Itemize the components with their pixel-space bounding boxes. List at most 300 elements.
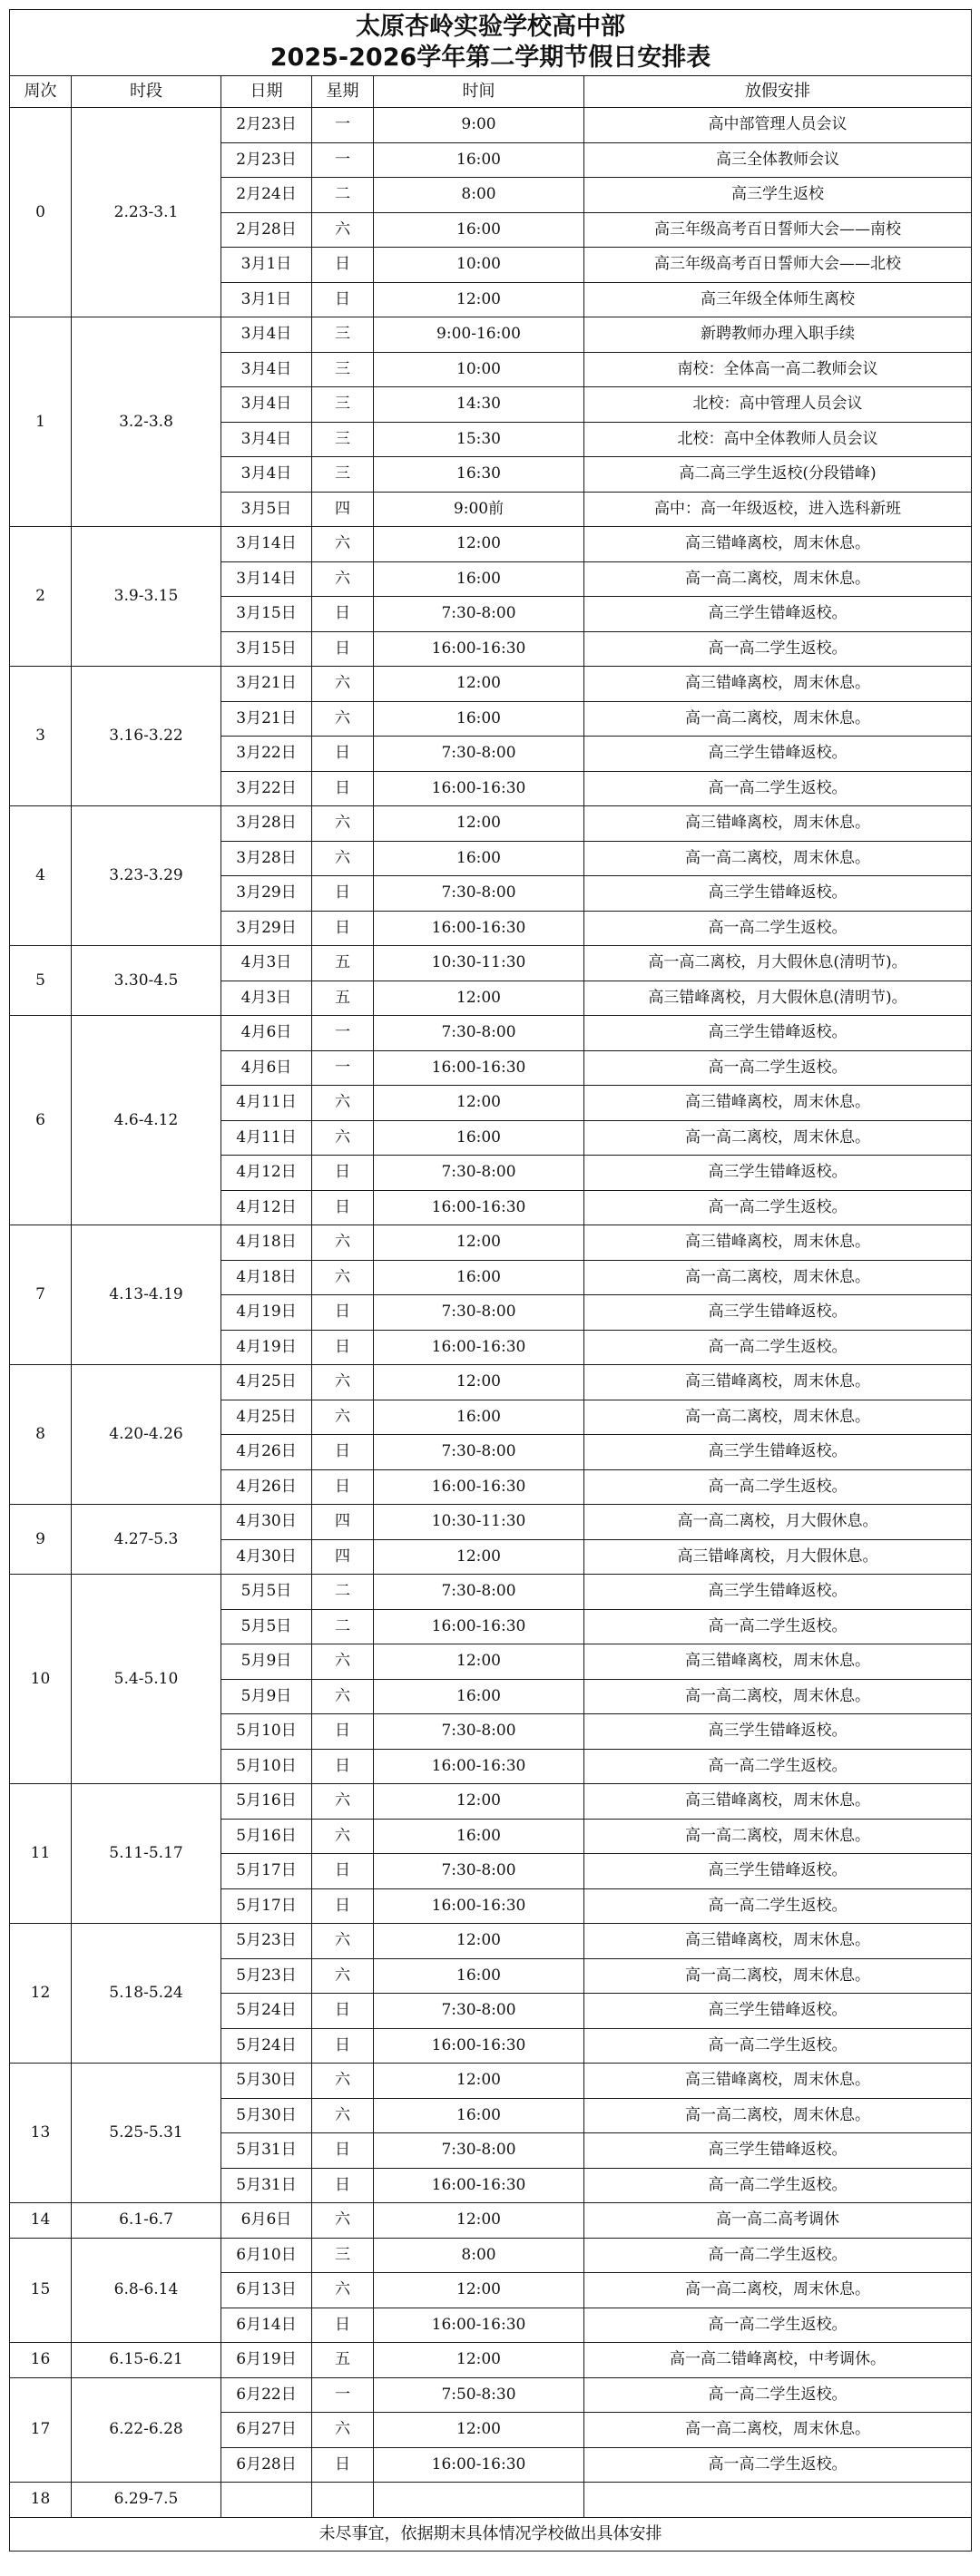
time-cell: 16:00 — [374, 561, 584, 597]
weekday-cell: 六 — [312, 1679, 374, 1714]
table-row — [10, 108, 972, 143]
week-number-cell: 4 — [10, 806, 72, 946]
date-cell: 3月29日 — [221, 876, 312, 912]
time-cell: 12:00 — [374, 1924, 584, 1959]
date-cell: 3月4日 — [221, 387, 312, 423]
time-cell: 16:00 — [374, 2098, 584, 2133]
date-cell: 5月9日 — [221, 1644, 312, 1680]
weekday-cell: 日 — [312, 248, 374, 283]
week-number-cell: 8 — [10, 1365, 72, 1505]
time-cell: 16:00-16:30 — [374, 2168, 584, 2203]
arrangement-cell: 高一高二学生返校。 — [584, 2377, 972, 2413]
period-cell: 6.8-6.14 — [72, 2238, 221, 2343]
date-cell: 5月5日 — [221, 1609, 312, 1644]
schedule-body — [10, 108, 972, 2518]
date-cell: 6月13日 — [221, 2273, 312, 2308]
weekday-cell: 日 — [312, 1330, 374, 1365]
time-cell: 12:00 — [374, 1086, 584, 1121]
arrangement-cell: 高三年级全体师生离校 — [584, 282, 972, 317]
week-number-cell: 0 — [10, 108, 72, 317]
footer-row — [10, 2517, 972, 2551]
time-cell: 10:00 — [374, 248, 584, 283]
date-cell: 4月11日 — [221, 1086, 312, 1121]
arrangement-cell: 高一高二学生返校。 — [584, 2308, 972, 2343]
arrangement-cell: 高中：高一年级返校，进入选科新班 — [584, 492, 972, 527]
date-cell: 6月22日 — [221, 2377, 312, 2413]
arrangement-cell: 高一高二离校，周末休息。 — [584, 841, 972, 876]
arrangement-cell: 高一高二学生返校。 — [584, 2168, 972, 2203]
time-cell: 9:00前 — [374, 492, 584, 527]
arrangement-cell: 高一高二离校，月大假休息。 — [584, 1505, 972, 1540]
week-number-cell: 5 — [10, 946, 72, 1016]
arrangement-cell: 高一高二学生返校。 — [584, 1050, 972, 1086]
time-cell: 12:00 — [374, 2203, 584, 2239]
weekday-cell: 三 — [312, 387, 374, 423]
date-cell: 4月12日 — [221, 1190, 312, 1225]
weekday-cell: 六 — [312, 701, 374, 737]
weekday-cell: 日 — [312, 631, 374, 667]
date-cell: 4月25日 — [221, 1365, 312, 1400]
date-cell: 6月6日 — [221, 2203, 312, 2239]
date-cell: 5月10日 — [221, 1749, 312, 1784]
time-cell: 12:00 — [374, 667, 584, 702]
time-cell: 12:00 — [374, 981, 584, 1016]
date-cell: 5月30日 — [221, 2098, 312, 2133]
schedule-document — [9, 9, 971, 2552]
arrangement-cell: 高三年级高考百日誓师大会——北校 — [584, 248, 972, 283]
weekday-cell: 三 — [312, 457, 374, 493]
arrangement-cell: 新聘教师办理入职手续 — [584, 317, 972, 353]
table-row — [10, 1016, 972, 1051]
week-number-cell: 6 — [10, 1016, 72, 1225]
weekday-cell: 日 — [312, 1994, 374, 2029]
date-cell: 5月31日 — [221, 2168, 312, 2203]
date-cell: 3月4日 — [221, 317, 312, 353]
weekday-cell: 四 — [312, 1505, 374, 1540]
weekday-cell: 日 — [312, 2308, 374, 2343]
date-cell: 5月24日 — [221, 1994, 312, 2029]
weekday-cell: 六 — [312, 2203, 374, 2239]
weekday-cell: 日 — [312, 1469, 374, 1505]
period-cell: 4.13-4.19 — [72, 1225, 221, 1365]
arrangement-cell: 高三错峰离校，周末休息。 — [584, 1225, 972, 1261]
weekday-cell: 六 — [312, 2098, 374, 2133]
time-cell: 16:00 — [374, 1120, 584, 1156]
period-cell: 5.18-5.24 — [72, 1924, 221, 2064]
time-cell: 7:30-8:00 — [374, 597, 584, 632]
arrangement-cell: 高一高二学生返校。 — [584, 631, 972, 667]
arrangement-cell: 高三学生错峰返校。 — [584, 1575, 972, 1610]
arrangement-cell: 高三错峰离校，周末休息。 — [584, 1784, 972, 1820]
weekday-cell: 六 — [312, 1225, 374, 1261]
time-cell: 16:00 — [374, 1958, 584, 1994]
period-cell: 6.29-7.5 — [72, 2483, 221, 2518]
week-number-cell: 1 — [10, 317, 72, 527]
arrangement-cell: 高三学生错峰返校。 — [584, 1016, 972, 1051]
date-cell: 2月24日 — [221, 178, 312, 213]
week-number-cell: 7 — [10, 1225, 72, 1365]
period-cell: 6.15-6.21 — [72, 2343, 221, 2378]
table-row — [10, 527, 972, 562]
time-cell: 12:00 — [374, 2273, 584, 2308]
week-number-cell: 3 — [10, 667, 72, 806]
document-title — [10, 10, 972, 76]
weekday-cell: 六 — [312, 1784, 374, 1820]
weekday-cell: 六 — [312, 2413, 374, 2448]
weekday-cell: 六 — [312, 1400, 374, 1435]
time-cell: 7:30-8:00 — [374, 1435, 584, 1470]
arrangement-cell: 高一高二学生返校。 — [584, 1330, 972, 1365]
week-number-cell: 12 — [10, 1924, 72, 2064]
time-cell: 7:30-8:00 — [374, 1994, 584, 2029]
time-cell: 7:30-8:00 — [374, 1016, 584, 1051]
arrangement-cell: 高一高二错峰离校，中考调休。 — [584, 2343, 972, 2378]
time-cell: 12:00 — [374, 1225, 584, 1261]
date-cell: 5月17日 — [221, 1854, 312, 1889]
week-number-cell: 17 — [10, 2377, 72, 2483]
weekday-cell: 二 — [312, 1609, 374, 1644]
arrangement-cell: 高三全体教师会议 — [584, 142, 972, 178]
date-cell: 4月12日 — [221, 1156, 312, 1191]
weekday-cell: 六 — [312, 2273, 374, 2308]
week-number-cell: 15 — [10, 2238, 72, 2343]
arrangement-cell: 高一高二离校，周末休息。 — [584, 561, 972, 597]
week-number-cell: 2 — [10, 527, 72, 667]
date-cell: 5月30日 — [221, 2064, 312, 2099]
title-row — [10, 10, 972, 76]
date-cell: 2月23日 — [221, 108, 312, 143]
col-header-week: 周次 — [10, 76, 72, 108]
date-cell: 6月10日 — [221, 2238, 312, 2273]
time-cell: 16:00-16:30 — [374, 1888, 584, 1924]
weekday-cell: 五 — [312, 981, 374, 1016]
week-number-cell: 18 — [10, 2483, 72, 2518]
date-cell: 5月5日 — [221, 1575, 312, 1610]
table-row — [10, 2064, 972, 2099]
weekday-cell: 一 — [312, 142, 374, 178]
arrangement-cell: 高一高二学生返校。 — [584, 1749, 972, 1784]
table-row — [10, 1924, 972, 1959]
time-cell: 8:00 — [374, 178, 584, 213]
time-cell: 16:00 — [374, 142, 584, 178]
period-cell: 4.20-4.26 — [72, 1365, 221, 1505]
time-cell: 16:00-16:30 — [374, 771, 584, 806]
table-row — [10, 806, 972, 842]
arrangement-cell: 南校：全体高一高二教师会议 — [584, 352, 972, 387]
time-cell: 16:00 — [374, 841, 584, 876]
weekday-cell: 日 — [312, 1888, 374, 1924]
weekday-cell: 日 — [312, 1295, 374, 1331]
time-cell: 9:00 — [374, 108, 584, 143]
arrangement-cell: 高一高二学生返校。 — [584, 1190, 972, 1225]
table-row — [10, 317, 972, 353]
time-cell: 12:00 — [374, 1644, 584, 1680]
arrangement-cell: 高一高二离校，月大假休息(清明节)。 — [584, 946, 972, 981]
time-cell: 7:30-8:00 — [374, 1714, 584, 1750]
arrangement-cell: 高三年级高考百日誓师大会——南校 — [584, 212, 972, 248]
date-cell: 3月21日 — [221, 701, 312, 737]
arrangement-cell: 高一高二学生返校。 — [584, 2447, 972, 2483]
weekday-cell: 一 — [312, 108, 374, 143]
arrangement-cell: 高一高二离校，周末休息。 — [584, 2273, 972, 2308]
arrangement-cell: 高三学生错峰返校。 — [584, 597, 972, 632]
time-cell: 16:30 — [374, 457, 584, 493]
date-cell: 3月4日 — [221, 422, 312, 457]
arrangement-cell: 高中部管理人员会议 — [584, 108, 972, 143]
col-header-weekday: 星期 — [312, 76, 374, 108]
date-cell: 5月31日 — [221, 2133, 312, 2169]
time-cell: 16:00-16:30 — [374, 1469, 584, 1505]
arrangement-cell: 高三错峰离校，周末休息。 — [584, 1924, 972, 1959]
weekday-cell: 六 — [312, 1644, 374, 1680]
weekday-cell: 三 — [312, 2238, 374, 2273]
table-row — [10, 1575, 972, 1610]
table-row — [10, 1505, 972, 1540]
date-cell: 3月14日 — [221, 561, 312, 597]
arrangement-cell: 高一高二学生返校。 — [584, 911, 972, 946]
table-row — [10, 1365, 972, 1400]
date-cell: 5月17日 — [221, 1888, 312, 1924]
arrangement-cell: 高一高二离校，周末休息。 — [584, 2098, 972, 2133]
weekday-cell: 六 — [312, 1365, 374, 1400]
date-cell: 4月19日 — [221, 1330, 312, 1365]
col-header-time: 时间 — [374, 76, 584, 108]
date-cell: 5月10日 — [221, 1714, 312, 1750]
weekday-cell: 日 — [312, 911, 374, 946]
weekday-cell: 一 — [312, 1050, 374, 1086]
weekday-cell: 一 — [312, 2377, 374, 2413]
header-row — [10, 76, 972, 108]
time-cell: 16:00-16:30 — [374, 1190, 584, 1225]
arrangement-cell: 高三学生返校 — [584, 178, 972, 213]
weekday-cell: 日 — [312, 2168, 374, 2203]
date-cell: 4月3日 — [221, 946, 312, 981]
date-cell: 6月27日 — [221, 2413, 312, 2448]
weekday-cell: 六 — [312, 806, 374, 842]
weekday-cell: 六 — [312, 1819, 374, 1854]
arrangement-cell: 高一高二离校，周末休息。 — [584, 2413, 972, 2448]
date-cell: 3月1日 — [221, 282, 312, 317]
footer-note: 未尽事宜，依据期末具体情况学校做出具体安排 — [10, 2517, 972, 2551]
time-cell — [374, 2483, 584, 2518]
date-cell: 3月4日 — [221, 457, 312, 493]
weekday-cell: 六 — [312, 2064, 374, 2099]
weekday-cell: 六 — [312, 667, 374, 702]
weekday-cell: 日 — [312, 1435, 374, 1470]
title-line-2: 2025-2026学年第二学期节假日安排表 — [270, 44, 711, 72]
arrangement-cell: 高一高二学生返校。 — [584, 1469, 972, 1505]
weekday-cell: 日 — [312, 282, 374, 317]
table-row — [10, 2238, 972, 2273]
arrangement-cell: 高三错峰离校，周末休息。 — [584, 1365, 972, 1400]
date-cell: 3月28日 — [221, 841, 312, 876]
arrangement-cell: 高三错峰离校，周末休息。 — [584, 2064, 972, 2099]
title-line-1: 太原杏岭实验学校高中部 — [356, 13, 626, 41]
time-cell: 16:00 — [374, 1400, 584, 1435]
date-cell: 5月16日 — [221, 1784, 312, 1820]
time-cell: 12:00 — [374, 527, 584, 562]
arrangement-cell: 高一高二离校，周末休息。 — [584, 1260, 972, 1295]
weekday-cell: 日 — [312, 1190, 374, 1225]
weekday-cell: 日 — [312, 597, 374, 632]
time-cell: 8:00 — [374, 2238, 584, 2273]
arrangement-cell: 高一高二学生返校。 — [584, 2238, 972, 2273]
period-cell: 3.2-3.8 — [72, 317, 221, 527]
time-cell: 10:30-11:30 — [374, 946, 584, 981]
arrangement-cell: 高三错峰离校，周末休息。 — [584, 806, 972, 842]
time-cell: 16:00-16:30 — [374, 2447, 584, 2483]
arrangement-cell: 高一高二高考调休 — [584, 2203, 972, 2239]
arrangement-cell: 高一高二学生返校。 — [584, 2028, 972, 2064]
time-cell: 14:30 — [374, 387, 584, 423]
arrangement-cell: 高一高二离校，周末休息。 — [584, 1400, 972, 1435]
week-number-cell: 9 — [10, 1505, 72, 1575]
arrangement-cell: 高三错峰离校，月大假休息。 — [584, 1539, 972, 1575]
date-cell: 3月1日 — [221, 248, 312, 283]
week-number-cell: 10 — [10, 1575, 72, 1784]
table-row — [10, 2343, 972, 2378]
arrangement-cell: 高三学生错峰返校。 — [584, 1714, 972, 1750]
period-cell: 3.30-4.5 — [72, 946, 221, 1016]
arrangement-cell: 高一高二离校，周末休息。 — [584, 1120, 972, 1156]
time-cell: 12:00 — [374, 2343, 584, 2378]
arrangement-cell: 高三学生错峰返校。 — [584, 1156, 972, 1191]
time-cell: 16:00 — [374, 701, 584, 737]
weekday-cell — [312, 2483, 374, 2518]
date-cell: 5月23日 — [221, 1924, 312, 1959]
time-cell: 12:00 — [374, 806, 584, 842]
arrangement-cell: 高一高二学生返校。 — [584, 1888, 972, 1924]
time-cell: 7:30-8:00 — [374, 2133, 584, 2169]
table-row — [10, 667, 972, 702]
week-number-cell: 14 — [10, 2203, 72, 2239]
time-cell: 16:00 — [374, 1679, 584, 1714]
time-cell: 16:00 — [374, 212, 584, 248]
weekday-cell: 五 — [312, 946, 374, 981]
time-cell: 7:30-8:00 — [374, 1854, 584, 1889]
date-cell: 3月15日 — [221, 597, 312, 632]
weekday-cell: 日 — [312, 876, 374, 912]
weekday-cell: 日 — [312, 1156, 374, 1191]
week-number-cell: 13 — [10, 2064, 72, 2203]
weekday-cell: 日 — [312, 737, 374, 772]
period-cell: 4.27-5.3 — [72, 1505, 221, 1575]
time-cell: 10:00 — [374, 352, 584, 387]
week-number-cell: 16 — [10, 2343, 72, 2378]
arrangement-cell: 高三错峰离校，周末休息。 — [584, 1644, 972, 1680]
weekday-cell: 六 — [312, 1924, 374, 1959]
time-cell: 16:00-16:30 — [374, 631, 584, 667]
time-cell: 7:50-8:30 — [374, 2377, 584, 2413]
time-cell: 16:00-16:30 — [374, 2028, 584, 2064]
arrangement-cell: 高三错峰离校，月大假休息(清明节)。 — [584, 981, 972, 1016]
time-cell: 16:00-16:30 — [374, 1330, 584, 1365]
date-cell: 4月25日 — [221, 1400, 312, 1435]
weekday-cell: 日 — [312, 1714, 374, 1750]
time-cell: 7:30-8:00 — [374, 876, 584, 912]
period-cell: 6.1-6.7 — [72, 2203, 221, 2239]
period-cell: 2.23-3.1 — [72, 108, 221, 317]
arrangement-cell — [584, 2483, 972, 2518]
weekday-cell: 三 — [312, 422, 374, 457]
arrangement-cell: 高三学生错峰返校。 — [584, 1994, 972, 2029]
arrangement-cell: 高一高二学生返校。 — [584, 771, 972, 806]
time-cell: 7:30-8:00 — [374, 1156, 584, 1191]
col-header-period: 时段 — [72, 76, 221, 108]
time-cell: 7:30-8:00 — [374, 1295, 584, 1331]
time-cell: 12:00 — [374, 2064, 584, 2099]
weekday-cell: 六 — [312, 1086, 374, 1121]
arrangement-cell: 北校：高中全体教师人员会议 — [584, 422, 972, 457]
date-cell: 3月29日 — [221, 911, 312, 946]
date-cell: 4月11日 — [221, 1120, 312, 1156]
period-cell: 3.23-3.29 — [72, 806, 221, 946]
weekday-cell: 日 — [312, 2133, 374, 2169]
weekday-cell: 二 — [312, 1575, 374, 1610]
time-cell: 9:00-16:00 — [374, 317, 584, 353]
date-cell: 6月19日 — [221, 2343, 312, 2378]
weekday-cell: 六 — [312, 1958, 374, 1994]
arrangement-cell: 高一高二离校，周末休息。 — [584, 1819, 972, 1854]
date-cell: 4月6日 — [221, 1016, 312, 1051]
arrangement-cell: 高三学生错峰返校。 — [584, 1854, 972, 1889]
time-cell: 16:00-16:30 — [374, 1609, 584, 1644]
arrangement-cell: 高三学生错峰返校。 — [584, 1295, 972, 1331]
time-cell: 16:00-16:30 — [374, 911, 584, 946]
date-cell: 5月9日 — [221, 1679, 312, 1714]
date-cell: 6月28日 — [221, 2447, 312, 2483]
table-row — [10, 946, 972, 981]
date-cell: 4月30日 — [221, 1505, 312, 1540]
time-cell: 12:00 — [374, 282, 584, 317]
weekday-cell: 二 — [312, 178, 374, 213]
weekday-cell: 六 — [312, 1260, 374, 1295]
date-cell: 5月16日 — [221, 1819, 312, 1854]
arrangement-cell: 高二高三学生返校(分段错峰) — [584, 457, 972, 493]
table-row — [10, 2483, 972, 2518]
time-cell: 12:00 — [374, 1784, 584, 1820]
col-header-arrangement: 放假安排 — [584, 76, 972, 108]
weekday-cell: 六 — [312, 527, 374, 562]
table-row — [10, 1225, 972, 1261]
arrangement-cell: 北校：高中管理人员会议 — [584, 387, 972, 423]
date-cell: 5月23日 — [221, 1958, 312, 1994]
weekday-cell: 六 — [312, 841, 374, 876]
weekday-cell: 六 — [312, 1120, 374, 1156]
weekday-cell: 六 — [312, 212, 374, 248]
week-number-cell: 11 — [10, 1784, 72, 1924]
col-header-date: 日期 — [221, 76, 312, 108]
date-cell: 4月18日 — [221, 1225, 312, 1261]
date-cell: 4月26日 — [221, 1469, 312, 1505]
arrangement-cell: 高一高二离校，周末休息。 — [584, 1679, 972, 1714]
weekday-cell: 日 — [312, 1854, 374, 1889]
time-cell: 7:30-8:00 — [374, 1575, 584, 1610]
date-cell: 3月15日 — [221, 631, 312, 667]
weekday-cell: 六 — [312, 561, 374, 597]
date-cell: 4月26日 — [221, 1435, 312, 1470]
time-cell: 16:00 — [374, 1819, 584, 1854]
period-cell: 3.9-3.15 — [72, 527, 221, 667]
date-cell — [221, 2483, 312, 2518]
arrangement-cell: 高三错峰离校，周末休息。 — [584, 667, 972, 702]
arrangement-cell: 高三学生错峰返校。 — [584, 1435, 972, 1470]
date-cell: 2月28日 — [221, 212, 312, 248]
date-cell: 3月22日 — [221, 737, 312, 772]
arrangement-cell: 高三错峰离校，周末休息。 — [584, 1086, 972, 1121]
arrangement-cell: 高一高二离校，周末休息。 — [584, 1958, 972, 1994]
arrangement-cell: 高一高二学生返校。 — [584, 1609, 972, 1644]
